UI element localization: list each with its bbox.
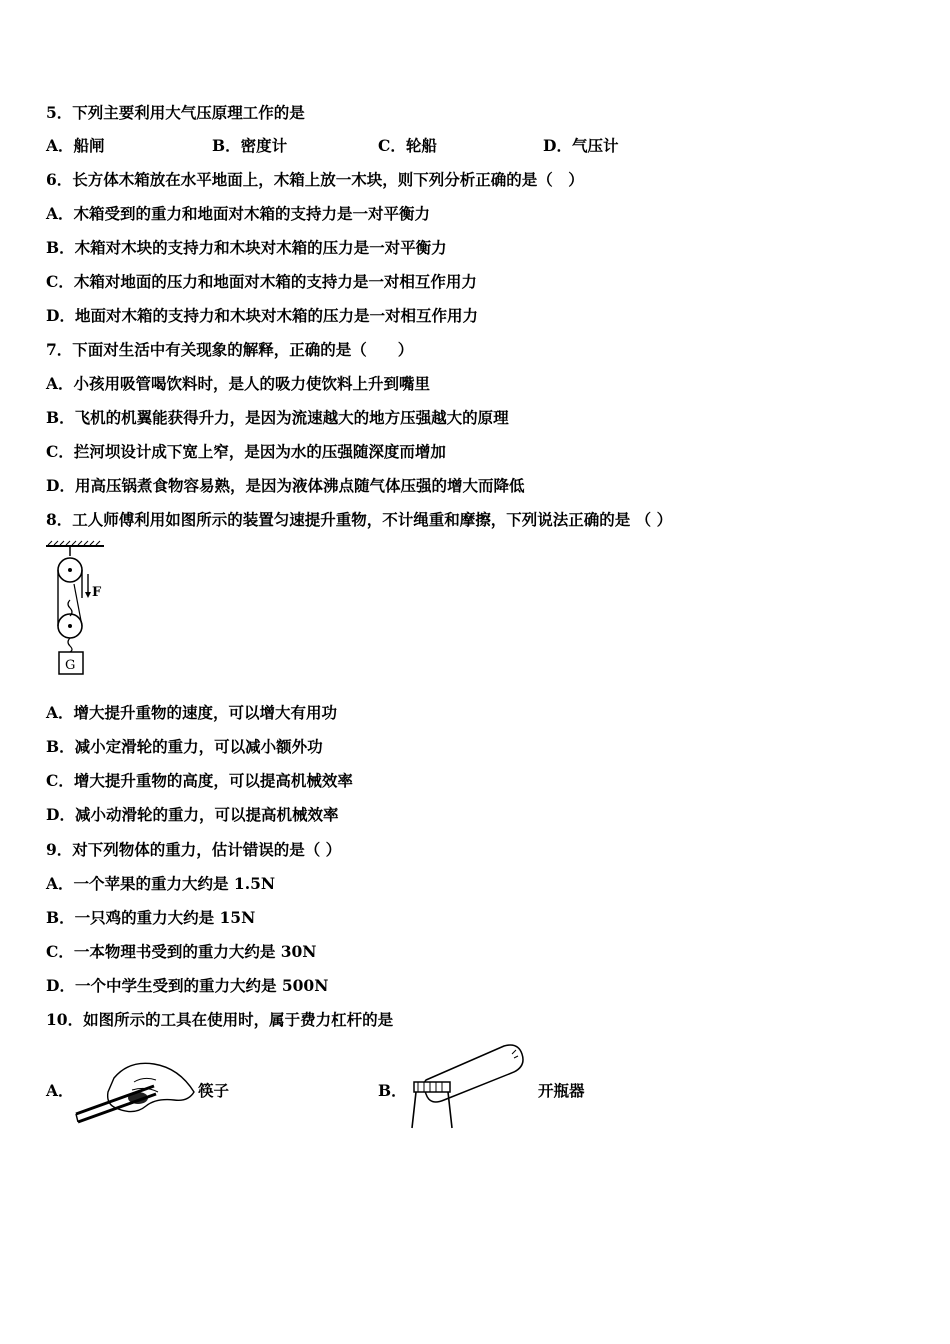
q9-option-a: A．一个苹果的重力大约是 1.5N — [46, 874, 276, 893]
chopsticks-figure — [74, 1058, 198, 1128]
q6-option-b: B．木箱对木块的支持力和木块对木箱的压力是一对平衡力 — [46, 238, 447, 257]
q7-option-a: A．小孩用吸管喝饮料时，是人的吸力使饮料上升到嘴里 — [46, 374, 431, 393]
q6-option-d: D．地面对木箱的支持力和木块对木箱的压力是一对相互作用力 — [46, 306, 478, 325]
q5-stem: 5．下列主要利用大气压原理工作的是 — [46, 103, 305, 122]
q6-option-a: A．木箱受到的重力和地面对木箱的支持力是一对平衡力 — [46, 204, 431, 223]
q6-stem: 6．长方体木箱放在水平地面上，木箱上放一木块，则下列分析正确的是（ ） — [46, 170, 584, 189]
q6-option-c: C．木箱对地面的压力和地面对木箱的支持力是一对相互作用力 — [46, 272, 477, 291]
q8-option-c: C．增大提升重物的高度，可以提高机械效率 — [46, 771, 353, 790]
force-arrowhead — [85, 592, 91, 598]
q5-option-d: D．气压计 — [543, 136, 619, 155]
q9-option-d: D．一个中学生受到的重力大约是 500N — [46, 976, 329, 995]
q8-option-a: A．增大提升重物的速度，可以增大有用功 — [46, 703, 338, 722]
q8-stem: 8．工人师傅利用如图所示的装置匀速提升重物，不计绳重和摩擦，下列说法正确的是 （ ） — [46, 510, 673, 529]
q10-option-a-letter: A． — [46, 1081, 74, 1100]
chopstick-tip — [76, 1114, 78, 1122]
q8-option-d: D．减小动滑轮的重力，可以提高机械效率 — [46, 805, 339, 824]
weight-label: G — [65, 658, 76, 673]
fixed-pulley-axle — [68, 568, 72, 572]
ceiling-hatch — [48, 541, 100, 545]
q5-option-c: C．轮船 — [378, 136, 437, 155]
q9-option-b: B．一只鸡的重力大约是 15N — [46, 908, 256, 927]
bottle-cap — [414, 1082, 450, 1092]
q8-option-b: B．减小定滑轮的重力，可以减小额外功 — [46, 737, 323, 756]
q10-option-b-caption: 开瓶器 — [538, 1081, 585, 1100]
q9-option-c: C．一本物理书受到的重力大约是 30N — [46, 942, 317, 961]
q5-option-b: B．密度计 — [212, 136, 288, 155]
pulley-figure — [40, 540, 120, 680]
bottle-opener-figure — [404, 1040, 530, 1130]
q5-option-a: A．船闸 — [46, 136, 105, 155]
movable-pulley-axle — [68, 624, 72, 628]
bottom-hook — [68, 638, 72, 652]
q10-stem: 10．如图所示的工具在使用时，属于费力杠杆的是 — [46, 1010, 394, 1029]
force-label: F — [92, 585, 102, 600]
finger-line-1 — [134, 1078, 156, 1082]
q9-stem: 9．对下列物体的重力，估计错误的是（ ） — [46, 840, 342, 859]
q10-option-a-caption: 筷子 — [198, 1081, 230, 1100]
q7-option-d: D．用高压锅煮食物容易熟，是因为液体沸点随气体压强的增大而降低 — [46, 476, 525, 495]
q7-option-c: C．拦河坝设计成下宽上窄，是因为水的压强随深度而增加 — [46, 442, 446, 461]
q7-option-b: B．飞机的机翼能获得升力，是因为流速越大的地方压强越大的原理 — [46, 408, 509, 427]
opener-handle — [424, 1045, 523, 1102]
q7-stem: 7．下面对生活中有关现象的解释，正确的是（ ） — [46, 340, 414, 359]
q10-option-b-letter: B． — [378, 1081, 407, 1100]
rope-diagonal — [74, 584, 82, 626]
